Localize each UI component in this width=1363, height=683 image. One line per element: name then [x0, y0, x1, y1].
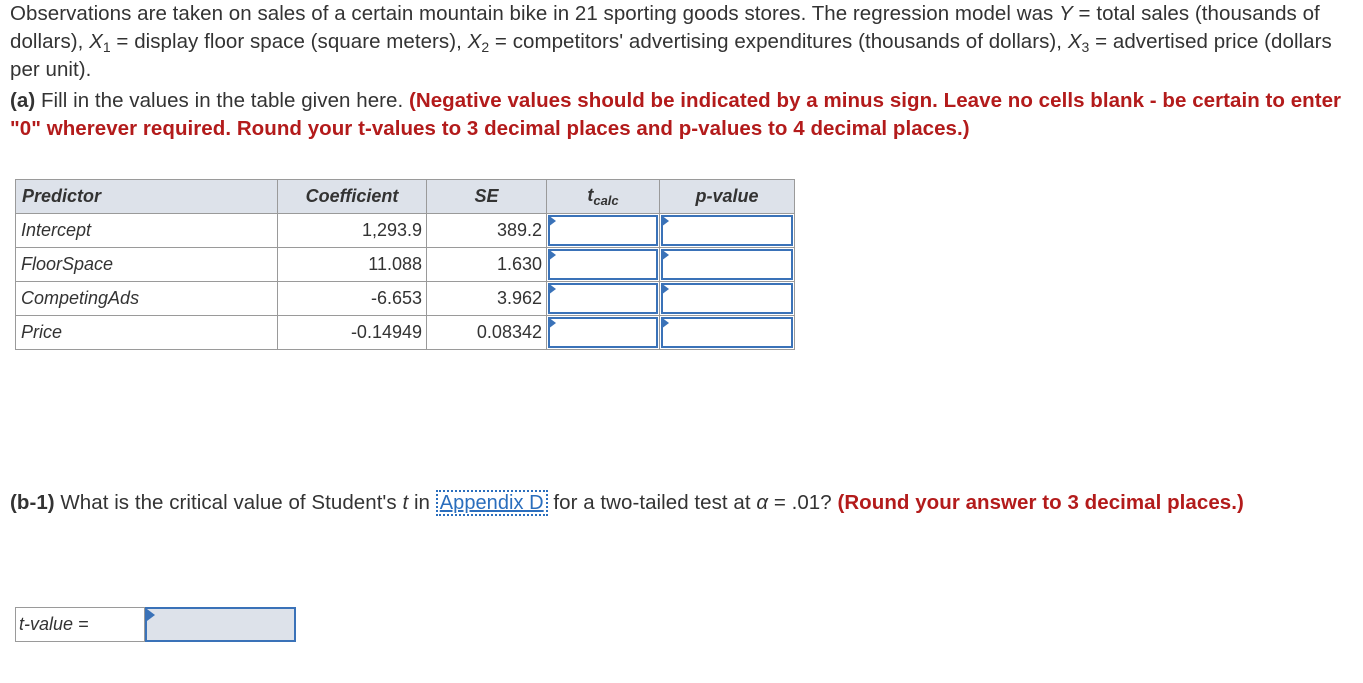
part-b1-question	[10, 489, 1360, 517]
input-box[interactable]	[548, 215, 658, 246]
se-cell: 3.962	[427, 282, 547, 316]
tcalc-input[interactable]	[547, 282, 660, 316]
appendix-d-link[interactable]: Appendix D	[436, 490, 548, 516]
intro-text-5: = advertised price (dollars per unit).	[10, 30, 1332, 81]
input-flag-icon	[548, 317, 556, 329]
intro-text-1: Observations are taken on sales of a certain mountain bike in 21 sporting goods stores. The regression model was	[10, 2, 1060, 25]
x1-variable: X	[89, 30, 103, 53]
t-value-answer-row	[15, 607, 296, 642]
tcalc-input[interactable]	[547, 214, 660, 248]
t-value-input[interactable]	[145, 607, 296, 642]
x2-subscript: 2	[481, 39, 490, 55]
part-b1-instruction: (Round your answer to 3 decimal places.)	[837, 491, 1244, 514]
input-flag-icon	[548, 215, 556, 227]
problem-statement	[10, 0, 1360, 84]
x3-subscript: 3	[1081, 39, 1090, 55]
input-flag-icon	[661, 283, 669, 295]
pvalue-input[interactable]	[660, 248, 795, 282]
input-box[interactable]	[145, 607, 296, 642]
x3-variable: X	[1067, 30, 1082, 53]
input-flag-icon	[548, 249, 556, 261]
input-box[interactable]	[661, 283, 793, 314]
input-flag-icon	[661, 215, 669, 227]
tcalc-input[interactable]	[547, 316, 660, 350]
t-variable: t	[402, 491, 409, 514]
se-cell: 389.2	[427, 214, 547, 248]
tcalc-input[interactable]	[547, 248, 660, 282]
regression-table	[15, 179, 795, 350]
input-flag-icon	[147, 609, 155, 621]
part-b1-text-3: for a two-tailed test at	[547, 491, 757, 514]
header-se: SE	[427, 180, 547, 214]
input-flag-icon	[661, 249, 669, 261]
predictor-cell: FloorSpace	[16, 248, 278, 282]
input-box[interactable]	[548, 249, 658, 280]
intro-text-3: = display floor space (square meters),	[110, 30, 468, 53]
intro-text-2: = total sales (thousands of dollars),	[10, 2, 1320, 53]
input-flag-icon	[548, 283, 556, 295]
table-row	[16, 282, 795, 316]
table-row	[16, 248, 795, 282]
input-box[interactable]	[548, 283, 658, 314]
part-b1-label: (b-1)	[10, 491, 55, 514]
header-tcalc	[547, 180, 660, 214]
part-b1-text-4: = .01?	[768, 491, 838, 514]
input-flag-icon	[661, 317, 669, 329]
header-coefficient: Coefficient	[278, 180, 427, 214]
pvalue-input[interactable]	[660, 214, 795, 248]
table-row	[16, 214, 795, 248]
part-a-label: (a)	[10, 89, 36, 112]
header-pvalue: p-value	[660, 180, 795, 214]
input-box[interactable]	[661, 249, 793, 280]
input-box[interactable]	[661, 317, 793, 348]
se-cell: 0.08342	[427, 316, 547, 350]
part-a-text: Fill in the values in the table given here.	[35, 89, 409, 112]
part-a-question	[10, 87, 1360, 143]
pvalue-input[interactable]	[660, 316, 795, 350]
y-variable: Y	[1059, 2, 1073, 25]
input-box[interactable]	[548, 317, 658, 348]
se-cell: 1.630	[427, 248, 547, 282]
intro-text-4: = competitors' advertising expenditures (thousands of dollars),	[489, 30, 1068, 53]
header-t-main: t	[587, 185, 594, 205]
predictor-cell: CompetingAds	[16, 282, 278, 316]
coefficient-cell: -0.14949	[278, 316, 427, 350]
header-t-sub: calc	[593, 193, 619, 208]
x2-variable: X	[467, 30, 482, 53]
input-box[interactable]	[661, 215, 793, 246]
coefficient-cell: 11.088	[278, 248, 427, 282]
table-header-row	[16, 180, 795, 214]
alpha-symbol: α	[756, 491, 769, 514]
x1-subscript: 1	[102, 39, 111, 55]
coefficient-cell: -6.653	[278, 282, 427, 316]
pvalue-input[interactable]	[660, 282, 795, 316]
part-a-instruction: (Negative values should be indicated by a minus sign. Leave no cells blank - be certain to enter "0" wherever required. Round your t-values to 3 decimal places and p-values to 4 decimal places.)	[10, 89, 1342, 140]
table-row	[16, 316, 795, 350]
coefficient-cell: 1,293.9	[278, 214, 427, 248]
predictor-cell: Price	[16, 316, 278, 350]
predictor-cell: Intercept	[16, 214, 278, 248]
header-predictor: Predictor	[16, 180, 278, 214]
t-value-label: t-value =	[15, 607, 145, 642]
part-b1-text-1: What is the critical value of Student's	[54, 491, 403, 514]
part-b1-text-2: in	[408, 491, 436, 514]
